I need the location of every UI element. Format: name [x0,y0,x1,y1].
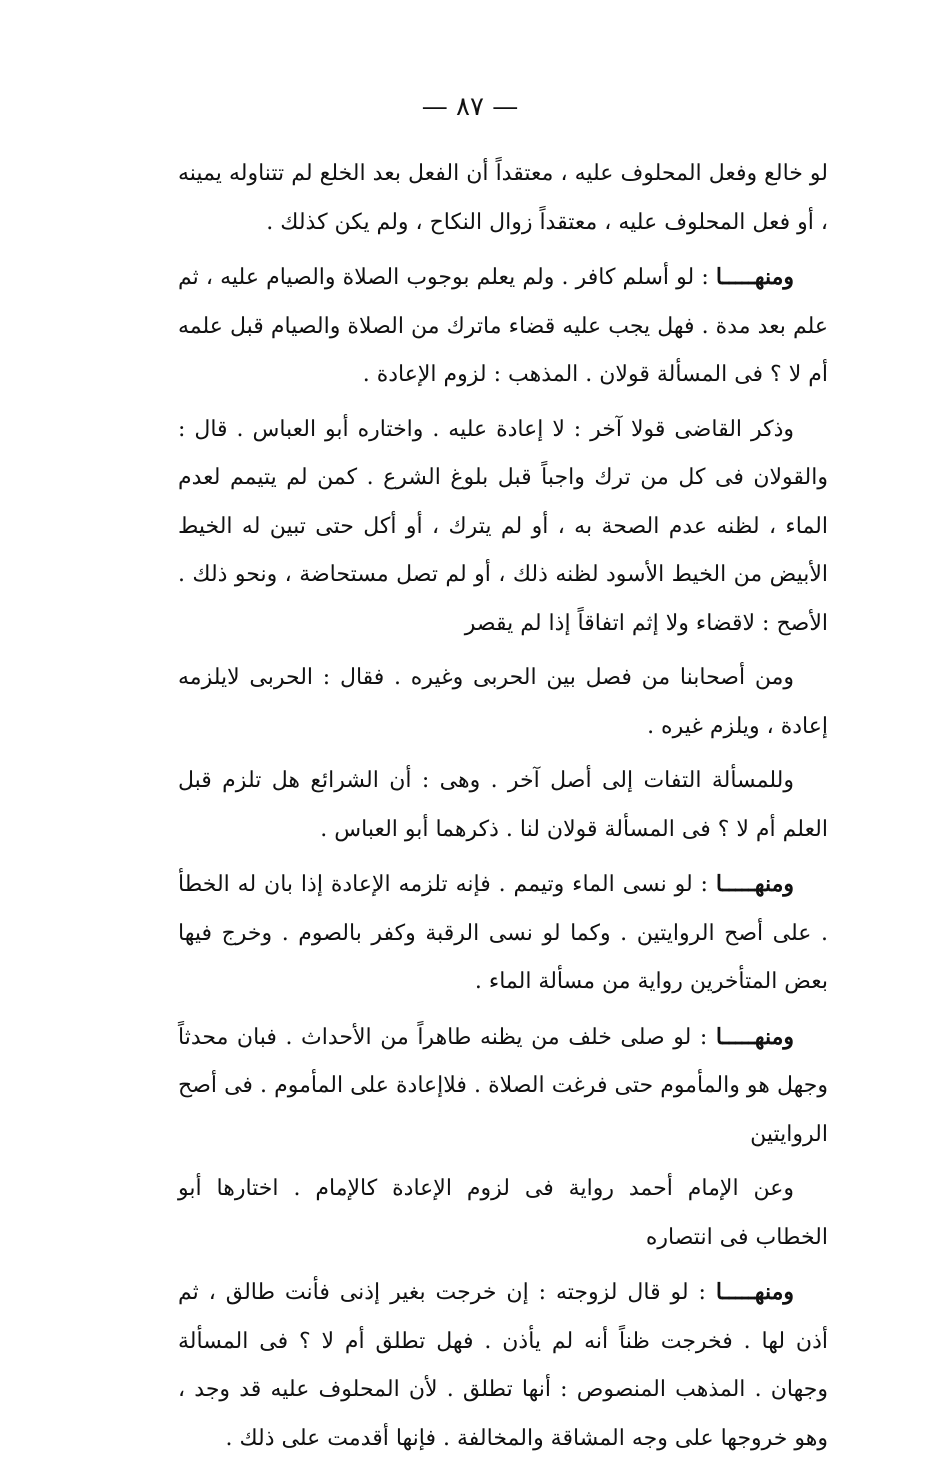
paragraph-3 [178,406,828,649]
paragraph-lead: ومنهـــــا [715,1023,794,1050]
paragraph-9 [178,1268,828,1463]
page-number: — ٨٧ — [421,92,519,122]
paragraph-text: : لو نسى الماء وتيمم . فإنه تلزمه الإعادة إذا بان له الخطأ . على أصح الروايتين . وكما لو نسى الرقبة وكفر بالصوم . وخرج فيها بعض المتأخرين رواية من مسألة الماء . [178,872,828,994]
paragraph-5 [178,757,828,854]
paragraph-text: لو خالع وفعل المحلوف عليه ، معتقداً أن الفعل بعد الخلع لم تتناوله يمينه ، أو فعل المحلوف عليه ، معتقداً زوال النكاح ، ولم يكن كذلك . [178,161,828,235]
paragraph-text: : لو صلى خلف من يظنه طاهراً من الأحداث . فبان محدثاً وجهل هو والمأموم حتى فرغت الصلاة . فلاإعادة على المأموم . فى أصح الروايتين [178,1024,828,1147]
paragraph-text: ومن أصحابنا من فصل بين الحربى وغيره . فقال : الحربى لايلزمه إعادة ، ويلزم غيره . [178,665,828,739]
paragraph-6 [178,860,828,1007]
paragraph-lead: ومنهـــــا [715,264,794,290]
paragraph-text: : لو قال لزوجته : إن خرجت بغير إذنى فأنت طالق ، ثم أذن لها . فخرجت ظناً أنه لم يأذن . فهل تطلق أم لا ؟ فى المسألة وجهان . المذهب المنصوص : أنها تطلق . لأن المحلوف عليه قد وجد ، وهو خروجها على وجه المشاقة والمخالفة . فإنها أقدمت على ذلك . [178,1280,828,1451]
paragraph-4 [178,654,828,751]
paragraph-text: وعن الإمام أحمد رواية فى لزوم الإعادة كالإمام . اختارها أبو الخطاب فى انتصاره [178,1176,828,1250]
paragraph-lead: ومنهـــــا [715,871,794,897]
paragraph-text: وذكر القاضى قولا آخر : لا إعادة عليه . واختاره أبو العباس . قال : والقولان فى كل من ترك واجباً قبل بلوغ الشرع . كمن لم يتيمم لعدم الماء ، لظنه عدم الصحة به ، أو لم يترك ، أو أكل حتى تبين له الخيط الأبيض من الخيط الأسود لظنه ذلك ، أو لم تصل مستحاضة ، ونحو ذلك . الأصح : لاقضاء ولا إثم اتفاقاً إذا لم يقصر [178,416,828,636]
paragraph-7 [178,1013,828,1160]
paragraph-1 [178,150,828,247]
body-text [178,150,828,1469]
paragraph-text: : لو أسلم كافر . ولم يعلم بوجوب الصلاة والصيام عليه ، ثم علم بعد مدة . فهل يجب عليه قضاء ماترك من الصلاة والصيام قبل علمه أم لا ؟ فى المسألة قولان . المذهب : لزوم الإعادة . [178,265,828,387]
paragraph-8 [178,1165,828,1262]
paragraph-text: وللمسألة التفات إلى أصل آخر . وهى : أن الشرائع هل تلزم قبل العلم أم لا ؟ فى المسألة قولان لنا . ذكرهما أبو العباس . [178,768,828,842]
paragraph-lead: ومنهـــــا [715,1279,794,1305]
paragraph-2 [178,253,828,400]
